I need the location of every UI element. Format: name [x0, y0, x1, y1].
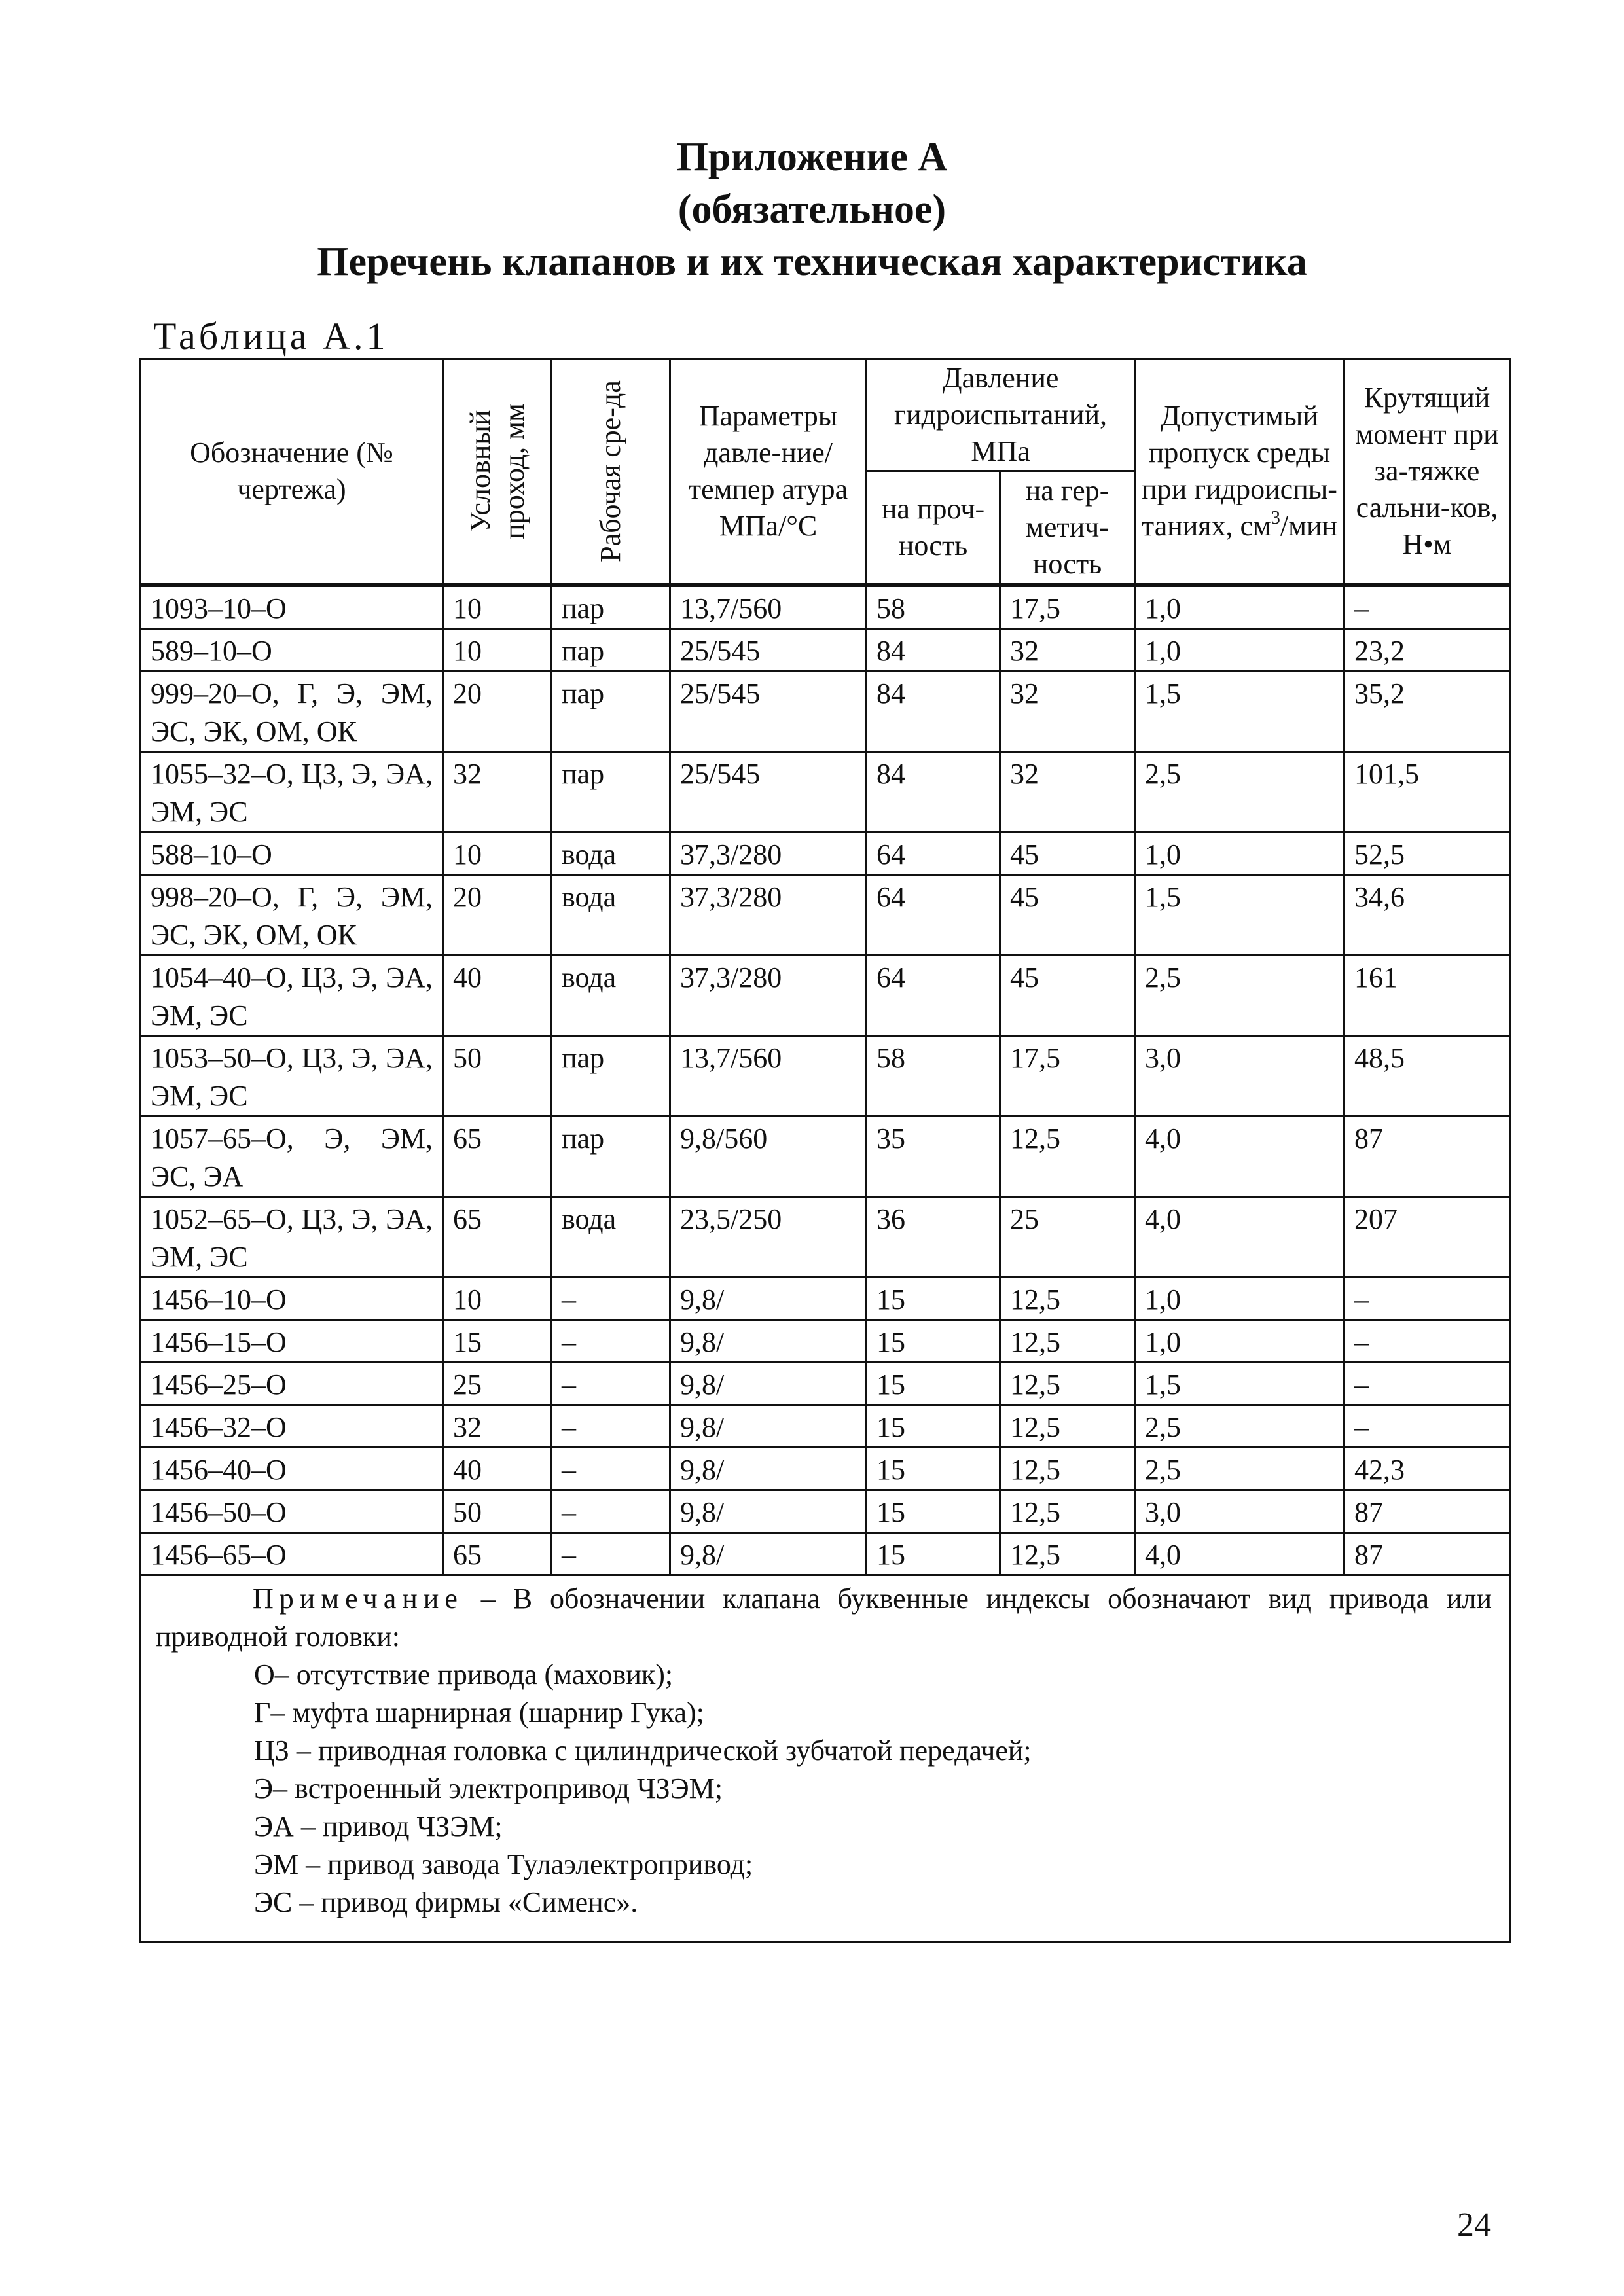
nominal-bore-cell: 40 — [443, 1448, 552, 1490]
allowed-leak-cell: 2,5 — [1135, 752, 1344, 833]
medium-cell: вода — [552, 833, 670, 875]
strength-pressure-cell: 15 — [867, 1533, 1000, 1575]
nominal-bore-cell: 10 — [443, 833, 552, 875]
designation-cell: 1456–65–О — [141, 1533, 443, 1575]
allowed-leak-cell: 3,0 — [1135, 1490, 1344, 1533]
tightness-pressure-cell: 12,5 — [1000, 1320, 1135, 1363]
note-intro — [156, 1580, 1492, 1656]
header-working-medium: Рабочая сре-да — [552, 359, 670, 585]
torque-cell: – — [1344, 1363, 1510, 1405]
tightness-pressure-cell: 12,5 — [1000, 1448, 1135, 1490]
nominal-bore-cell: 40 — [443, 956, 552, 1036]
header-torque: Крутящий момент при за-тяжке сальни-ков, Н•м — [1344, 359, 1510, 585]
tightness-pressure-cell: 12,5 — [1000, 1278, 1135, 1320]
nominal-bore-cell: 10 — [443, 585, 552, 629]
parameters-cell: 37,3/280 — [670, 956, 867, 1036]
designation-cell: 1456–50–О — [141, 1490, 443, 1533]
designation-cell: 589–10–О — [141, 629, 443, 672]
torque-cell: – — [1344, 1278, 1510, 1320]
medium-cell: – — [552, 1490, 670, 1533]
tightness-pressure-cell: 17,5 — [1000, 1036, 1135, 1117]
medium-cell: – — [552, 1363, 670, 1405]
designation-cell: 1053–50–О, ЦЗ, Э, ЭА, ЭМ, ЭС — [141, 1036, 443, 1117]
medium-cell: – — [552, 1320, 670, 1363]
parameters-cell: 9,8/ — [670, 1320, 867, 1363]
table-row — [141, 833, 1510, 875]
table-row — [141, 1363, 1510, 1405]
header-nominal-bore: Условный проход, мм — [443, 359, 552, 585]
table-row — [141, 672, 1510, 752]
note-legend-item: Г– муфта шарнирная (шарнир Гука); — [254, 1696, 704, 1729]
nominal-bore-cell: 20 — [443, 672, 552, 752]
torque-cell: 87 — [1344, 1490, 1510, 1533]
table-row — [141, 1490, 1510, 1533]
table-row — [141, 1036, 1510, 1117]
strength-pressure-cell: 84 — [867, 629, 1000, 672]
tightness-pressure-cell: 32 — [1000, 752, 1135, 833]
torque-cell: 87 — [1344, 1533, 1510, 1575]
parameters-cell: 37,3/280 — [670, 875, 867, 956]
tightness-pressure-cell: 17,5 — [1000, 585, 1135, 629]
strength-pressure-cell: 15 — [867, 1363, 1000, 1405]
table-row — [141, 875, 1510, 956]
tightness-pressure-cell: 12,5 — [1000, 1490, 1135, 1533]
allowed-leak-cell: 1,5 — [1135, 672, 1344, 752]
designation-cell: 1456–15–О — [141, 1320, 443, 1363]
allowed-leak-cell: 4,0 — [1135, 1197, 1344, 1278]
medium-cell: – — [552, 1278, 670, 1320]
designation-cell: 1057–65–О, Э, ЭМ, ЭС, ЭА — [141, 1117, 443, 1197]
designation-cell: 1456–10–О — [141, 1278, 443, 1320]
nominal-bore-cell: 50 — [443, 1490, 552, 1533]
strength-pressure-cell: 84 — [867, 752, 1000, 833]
note-legend-item: Э– встроенный электропривод ЧЗЭМ; — [254, 1772, 723, 1804]
table-row — [141, 1197, 1510, 1278]
allowed-leak-cell: 1,0 — [1135, 1320, 1344, 1363]
torque-cell: 207 — [1344, 1197, 1510, 1278]
medium-cell: пар — [552, 629, 670, 672]
tightness-pressure-cell: 12,5 — [1000, 1117, 1135, 1197]
note-legend-item: ЦЗ – приводная головка с цилиндрической зубчатой передачей; — [254, 1734, 1032, 1767]
nominal-bore-cell: 20 — [443, 875, 552, 956]
torque-cell: 101,5 — [1344, 752, 1510, 833]
nominal-bore-cell: 65 — [443, 1533, 552, 1575]
note-legend-item: ЭМ – привод завода Тулаэлектропривод; — [254, 1848, 753, 1880]
designation-cell: 999–20–О, Г, Э, ЭМ, ЭС, ЭК, ОМ, ОК — [141, 672, 443, 752]
note-legend-item: ЭС – привод фирмы «Сименс». — [254, 1886, 638, 1918]
strength-pressure-cell: 15 — [867, 1320, 1000, 1363]
parameters-cell: 9,8/ — [670, 1405, 867, 1448]
strength-pressure-cell: 64 — [867, 833, 1000, 875]
medium-cell: пар — [552, 585, 670, 629]
tightness-pressure-cell: 25 — [1000, 1197, 1135, 1278]
medium-cell: – — [552, 1448, 670, 1490]
designation-cell: 1055–32–О, ЦЗ, Э, ЭА, ЭМ, ЭС — [141, 752, 443, 833]
strength-pressure-cell: 58 — [867, 1036, 1000, 1117]
allowed-leak-cell: 2,5 — [1135, 956, 1344, 1036]
torque-cell: 52,5 — [1344, 833, 1510, 875]
note-legend — [156, 1656, 1492, 1922]
table-row — [141, 1278, 1510, 1320]
strength-pressure-cell: 15 — [867, 1448, 1000, 1490]
strength-pressure-cell: 58 — [867, 585, 1000, 629]
medium-cell: пар — [552, 1117, 670, 1197]
table-body — [141, 585, 1510, 1575]
designation-cell: 1093–10–О — [141, 585, 443, 629]
table-row — [141, 1448, 1510, 1490]
allowed-leak-cell: 1,0 — [1135, 585, 1344, 629]
torque-cell: – — [1344, 1405, 1510, 1448]
table-row — [141, 1405, 1510, 1448]
nominal-bore-cell: 25 — [443, 1363, 552, 1405]
nominal-bore-cell: 15 — [443, 1320, 552, 1363]
strength-pressure-cell: 15 — [867, 1490, 1000, 1533]
allowed-leak-cell: 1,0 — [1135, 1278, 1344, 1320]
note-row — [141, 1575, 1510, 1943]
parameters-cell: 9,8/560 — [670, 1117, 867, 1197]
table-row — [141, 629, 1510, 672]
note-legend-item: ЭА – привод ЧЗЭМ; — [254, 1810, 503, 1842]
tightness-pressure-cell: 32 — [1000, 672, 1135, 752]
tightness-pressure-cell: 32 — [1000, 629, 1135, 672]
allowed-leak-cell: 4,0 — [1135, 1533, 1344, 1575]
header-designation: Обозначение (№ чертежа) — [141, 359, 443, 585]
parameters-cell: 9,8/ — [670, 1363, 867, 1405]
torque-cell: 48,5 — [1344, 1036, 1510, 1117]
parameters-cell: 9,8/ — [670, 1533, 867, 1575]
strength-pressure-cell: 35 — [867, 1117, 1000, 1197]
parameters-cell: 9,8/ — [670, 1448, 867, 1490]
medium-cell: – — [552, 1405, 670, 1448]
parameters-cell: 13,7/560 — [670, 1036, 867, 1117]
table-row — [141, 585, 1510, 629]
parameters-cell: 25/545 — [670, 672, 867, 752]
parameters-cell: 23,5/250 — [670, 1197, 867, 1278]
designation-cell: 998–20–О, Г, Э, ЭМ, ЭС, ЭК, ОМ, ОК — [141, 875, 443, 956]
medium-cell: вода — [552, 956, 670, 1036]
tightness-pressure-cell: 45 — [1000, 956, 1135, 1036]
strength-pressure-cell: 15 — [867, 1405, 1000, 1448]
appendix-status: (обязательное) — [677, 187, 947, 232]
strength-pressure-cell: 36 — [867, 1197, 1000, 1278]
strength-pressure-cell: 15 — [867, 1278, 1000, 1320]
designation-cell: 1054–40–О, ЦЗ, Э, ЭА, ЭМ, ЭС — [141, 956, 443, 1036]
allowed-leak-cell: 2,5 — [1135, 1405, 1344, 1448]
allowed-leak-cell: 3,0 — [1135, 1036, 1344, 1117]
nominal-bore-cell: 10 — [443, 629, 552, 672]
strength-pressure-cell: 84 — [867, 672, 1000, 752]
parameters-cell: 25/545 — [670, 629, 867, 672]
header-allowed-leak: Допустимый пропуск среды при гидроиспы-таниях, $см^3$/мин — [1135, 359, 1344, 585]
header-strength: на проч-ность — [867, 471, 1000, 585]
designation-cell: 1456–40–О — [141, 1448, 443, 1490]
parameters-cell: 9,8/ — [670, 1278, 867, 1320]
nominal-bore-cell: 32 — [443, 1405, 552, 1448]
medium-cell: пар — [552, 1036, 670, 1117]
note-label: Примечание — [253, 1583, 463, 1615]
parameters-cell: 37,3/280 — [670, 833, 867, 875]
header-test-pressure: Давление гидроиспытаний, МПа — [867, 359, 1135, 471]
medium-cell: пар — [552, 672, 670, 752]
medium-cell: – — [552, 1533, 670, 1575]
appendix-subtitle: Перечень клапанов и их техническая характеристика — [317, 240, 1307, 284]
torque-cell: 42,3 — [1344, 1448, 1510, 1490]
table-row — [141, 956, 1510, 1036]
nominal-bore-cell: 65 — [443, 1117, 552, 1197]
table-row — [141, 1533, 1510, 1575]
tightness-pressure-cell: 12,5 — [1000, 1405, 1135, 1448]
appendix-title: Приложение А — [676, 135, 948, 179]
allowed-leak-cell: 1,5 — [1135, 1363, 1344, 1405]
table-row — [141, 1117, 1510, 1197]
parameters-cell: 13,7/560 — [670, 585, 867, 629]
nominal-bore-cell: 50 — [443, 1036, 552, 1117]
header-tightness: на гер-метич-ность — [1000, 471, 1135, 585]
note-legend-item: О– отсутствие привода (маховик); — [254, 1659, 674, 1691]
torque-cell: 161 — [1344, 956, 1510, 1036]
nominal-bore-cell: 65 — [443, 1197, 552, 1278]
header-parameters: Параметры давле-ние/темпер атура МПа/°С — [670, 359, 867, 585]
designation-cell: 588–10–О — [141, 833, 443, 875]
tightness-pressure-cell: 12,5 — [1000, 1363, 1135, 1405]
designation-cell: 1456–25–О — [141, 1363, 443, 1405]
table-row — [141, 1320, 1510, 1363]
tightness-pressure-cell: 45 — [1000, 833, 1135, 875]
torque-cell: – — [1344, 1320, 1510, 1363]
table-row — [141, 752, 1510, 833]
torque-cell: 87 — [1344, 1117, 1510, 1197]
torque-cell: 23,2 — [1344, 629, 1510, 672]
torque-cell: 34,6 — [1344, 875, 1510, 956]
allowed-leak-cell: 1,0 — [1135, 833, 1344, 875]
designation-cell: 1052–65–О, ЦЗ, Э, ЭА, ЭМ, ЭС — [141, 1197, 443, 1278]
allowed-leak-cell: 1,0 — [1135, 629, 1344, 672]
allowed-leak-cell: 1,5 — [1135, 875, 1344, 956]
medium-cell: вода — [552, 1197, 670, 1278]
table-caption: Таблица А.1 — [153, 315, 389, 357]
parameters-cell: 25/545 — [670, 752, 867, 833]
tightness-pressure-cell: 12,5 — [1000, 1533, 1135, 1575]
strength-pressure-cell: 64 — [867, 875, 1000, 956]
appendix-heading — [0, 131, 1624, 288]
nominal-bore-cell: 32 — [443, 752, 552, 833]
page-number: 24 — [1457, 2206, 1491, 2244]
tightness-pressure-cell: 45 — [1000, 875, 1135, 956]
allowed-leak-cell: 4,0 — [1135, 1117, 1344, 1197]
strength-pressure-cell: 64 — [867, 956, 1000, 1036]
torque-cell: 35,2 — [1344, 672, 1510, 752]
note-cell — [141, 1575, 1510, 1943]
nominal-bore-cell: 10 — [443, 1278, 552, 1320]
medium-cell: вода — [552, 875, 670, 956]
note-text: – В обозначении клапана буквенные индексы обозначают вид привода или приводной головки: — [156, 1583, 1492, 1653]
valve-spec-table — [139, 358, 1511, 1943]
designation-cell: 1456–32–О — [141, 1405, 443, 1448]
allowed-leak-cell: 2,5 — [1135, 1448, 1344, 1490]
medium-cell: пар — [552, 752, 670, 833]
parameters-cell: 9,8/ — [670, 1490, 867, 1533]
torque-cell: – — [1344, 585, 1510, 629]
